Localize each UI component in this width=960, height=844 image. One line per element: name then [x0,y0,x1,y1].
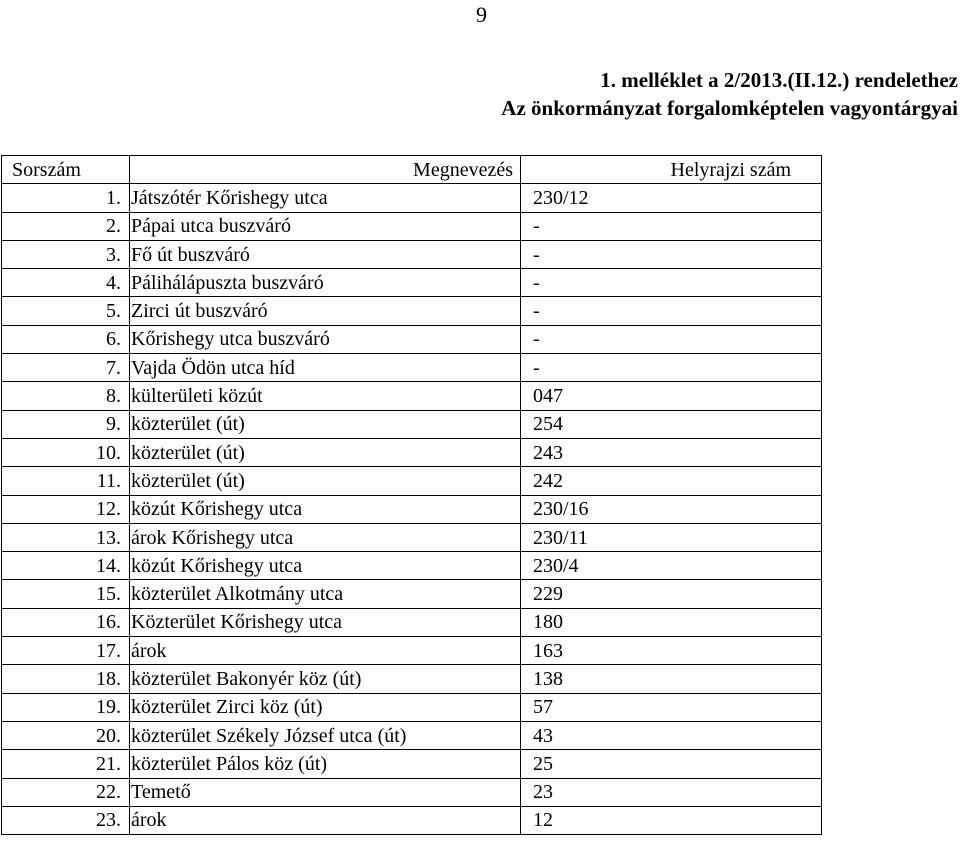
cell-name: közút Kőrishegy utca [130,552,521,580]
cell-parcel-number: 230/16 [521,495,822,523]
table-row [2,212,822,240]
heading-line-1: 1. melléklet a 2/2013.(II.12.) rendelethez [600,68,958,92]
cell-parcel-number: - [521,354,822,382]
table-row [2,721,822,749]
table-row [2,382,822,410]
cell-parcel-number: 230/11 [521,523,822,551]
cell-serial-number: 15. [2,580,130,608]
cell-name: közterület Pálos köz (út) [130,750,521,778]
cell-name: Fő út buszváró [130,240,521,268]
table-row [2,438,822,466]
document-heading [501,66,958,122]
table-row [2,523,822,551]
table-row [2,240,822,268]
cell-serial-number: 2. [2,212,130,240]
cell-serial-number: 8. [2,382,130,410]
table-row [2,269,822,297]
cell-serial-number: 16. [2,608,130,636]
cell-parcel-number: 12 [521,806,822,834]
cell-name: árok [130,637,521,665]
table-row [2,410,822,438]
cell-parcel-number: 230/12 [521,184,822,212]
cell-parcel-number: 163 [521,637,822,665]
cell-parcel-number: 57 [521,693,822,721]
cell-name: Pálihálápuszta buszváró [130,269,521,297]
cell-parcel-number: 242 [521,467,822,495]
cell-serial-number: 4. [2,269,130,297]
page-number: 9 [476,2,487,27]
header-parcel-number: Helyrajzi szám [521,156,822,184]
cell-serial-number: 10. [2,438,130,466]
cell-serial-number: 21. [2,750,130,778]
cell-serial-number: 23. [2,806,130,834]
cell-parcel-number: 138 [521,665,822,693]
cell-parcel-number: - [521,240,822,268]
cell-serial-number: 22. [2,778,130,806]
cell-name: közterület Zirci köz (út) [130,693,521,721]
cell-name: Játszótér Kőrishegy utca [130,184,521,212]
cell-serial-number: 18. [2,665,130,693]
table-row [2,665,822,693]
cell-name: közút Kőrishegy utca [130,495,521,523]
cell-parcel-number: 43 [521,721,822,749]
cell-name: külterületi közút [130,382,521,410]
assets-table [1,155,822,835]
cell-name: árok Kőrishegy utca [130,523,521,551]
cell-name: Temető [130,778,521,806]
table-row [2,354,822,382]
cell-parcel-number: 230/4 [521,552,822,580]
table-header-row [2,156,822,184]
cell-serial-number: 6. [2,325,130,353]
cell-parcel-number: 047 [521,382,822,410]
cell-serial-number: 5. [2,297,130,325]
cell-name: árok [130,806,521,834]
cell-name: közterület (út) [130,438,521,466]
heading-line-2: Az önkormányzat forgalomképtelen vagyontárgyai [501,96,958,120]
cell-serial-number: 7. [2,354,130,382]
cell-parcel-number: 23 [521,778,822,806]
table-row [2,495,822,523]
cell-name: közterület (út) [130,410,521,438]
cell-name: Zirci út buszváró [130,297,521,325]
table-row [2,693,822,721]
cell-parcel-number: - [521,269,822,297]
table-row [2,184,822,212]
table-row [2,580,822,608]
cell-parcel-number: 243 [521,438,822,466]
table-row [2,608,822,636]
cell-serial-number: 20. [2,721,130,749]
table-row [2,778,822,806]
header-name: Megnevezés [130,156,521,184]
cell-serial-number: 1. [2,184,130,212]
header-serial-number: Sorszám [2,156,130,184]
cell-name: Pápai utca buszváró [130,212,521,240]
cell-name: Kőrishegy utca buszváró [130,325,521,353]
cell-name: Közterület Kőrishegy utca [130,608,521,636]
cell-name: Vajda Ödön utca híd [130,354,521,382]
cell-name: közterület Székely József utca (út) [130,721,521,749]
cell-serial-number: 11. [2,467,130,495]
table-row [2,467,822,495]
table-row [2,552,822,580]
cell-parcel-number: - [521,297,822,325]
table-row [2,637,822,665]
cell-name: közterület (út) [130,467,521,495]
cell-parcel-number: - [521,325,822,353]
cell-serial-number: 13. [2,523,130,551]
cell-parcel-number: 254 [521,410,822,438]
cell-serial-number: 14. [2,552,130,580]
table-row [2,297,822,325]
table-row [2,806,822,834]
cell-parcel-number: - [521,212,822,240]
cell-serial-number: 19. [2,693,130,721]
cell-parcel-number: 25 [521,750,822,778]
cell-parcel-number: 180 [521,608,822,636]
cell-parcel-number: 229 [521,580,822,608]
table-row [2,325,822,353]
cell-name: közterület Bakonyér köz (út) [130,665,521,693]
table-row [2,750,822,778]
cell-serial-number: 12. [2,495,130,523]
cell-name: közterület Alkotmány utca [130,580,521,608]
cell-serial-number: 9. [2,410,130,438]
cell-serial-number: 3. [2,240,130,268]
cell-serial-number: 17. [2,637,130,665]
